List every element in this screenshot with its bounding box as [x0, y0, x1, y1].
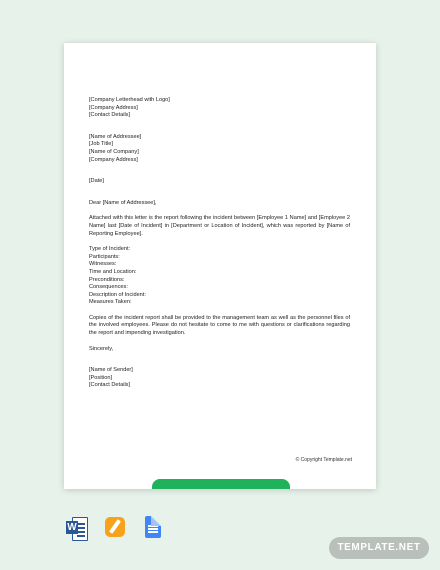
intro-paragraph: Attached with this letter is the report following the incident between [Employee 1 Name] and [Employee 2 Name] last [Date of Incident] in [Department or Location of Incident], which was reported by [Name of Reporting Employee].: [89, 215, 350, 237]
sender-block: [89, 97, 350, 120]
field-label: Preconditions:: [89, 276, 125, 283]
field-label: Description of Incident:: [89, 291, 146, 298]
addressee-block: [89, 134, 350, 164]
signature-block: [89, 367, 350, 390]
field-label: Participants:: [89, 253, 120, 260]
addressee-line: [Name of Company]: [89, 148, 139, 155]
signature-line: [Position]: [89, 374, 113, 381]
field-label: Witnesses:: [89, 261, 117, 268]
incident-fields: [89, 246, 350, 307]
signature-line: [Name of Sender]: [89, 367, 133, 374]
addressee-line: [Company Address]: [89, 156, 138, 163]
field-label: Consequences:: [89, 284, 128, 291]
field-label: Time and Location:: [89, 268, 137, 275]
closing-paragraph: Copies of the incident report shall be provided to the management team as well as the personnel files of the involved employees. Please do not hesitate to come to me with questions or clarifications regarding the report and impending investigation.: [89, 314, 350, 337]
word-icon[interactable]: W: [66, 516, 86, 540]
field-label: Measures Taken:: [89, 299, 132, 306]
download-tab[interactable]: [152, 479, 290, 489]
sender-line: [Company Letterhead with Logo]: [89, 97, 170, 103]
format-icons: [66, 516, 162, 540]
copyright-notice: © Copyright Template.net: [295, 457, 352, 463]
pages-icon[interactable]: [104, 516, 124, 540]
brand-logo[interactable]: TEMPLATE.NET: [329, 537, 429, 559]
sender-line: [Company Address]: [89, 104, 138, 111]
letter-body: [89, 97, 350, 390]
letter-date: [Date]: [89, 178, 104, 185]
signature-line: [Contact Details]: [89, 382, 131, 389]
google-docs-icon[interactable]: [142, 516, 162, 540]
letter-preview: [64, 43, 376, 489]
sender-line: [Contact Details]: [89, 112, 131, 119]
salutation: Dear [Name of Addressee],: [89, 199, 157, 206]
addressee-line: [Name of Addressee]: [89, 133, 142, 140]
field-label: Type of Incident:: [89, 246, 131, 253]
addressee-line: [Job Title]: [89, 141, 113, 148]
signoff: Sincerely,: [89, 345, 114, 352]
